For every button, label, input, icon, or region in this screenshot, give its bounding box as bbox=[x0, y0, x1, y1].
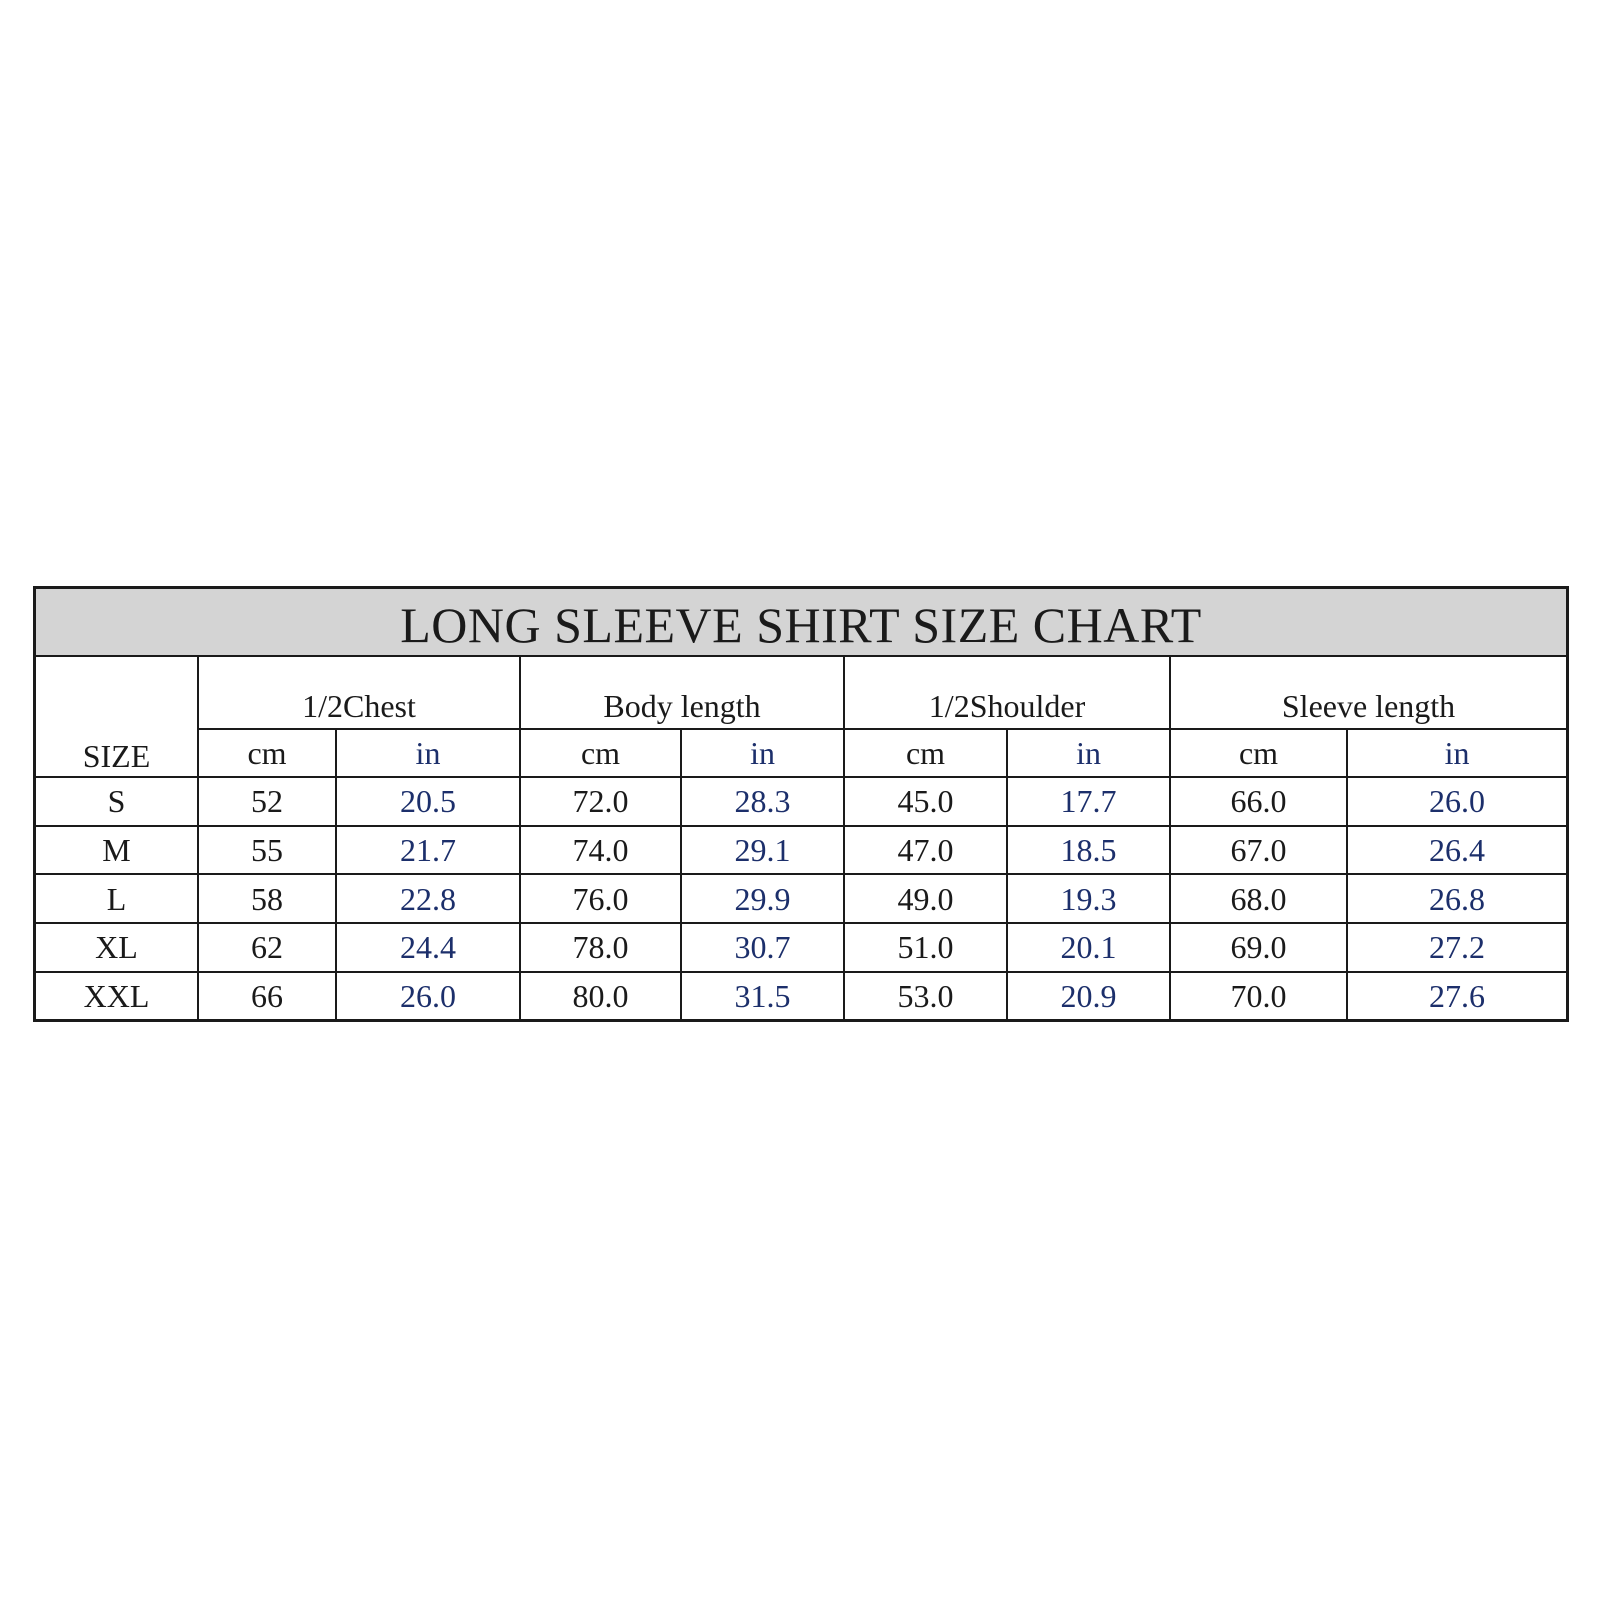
value-cell: 66.0 bbox=[1170, 777, 1347, 826]
table-row bbox=[36, 972, 1566, 1019]
value-cell: 58 bbox=[198, 874, 336, 923]
table-row bbox=[36, 923, 1566, 972]
value-cell: 26.4 bbox=[1347, 826, 1566, 875]
value-cell: 53.0 bbox=[844, 972, 1007, 1019]
title-bar bbox=[36, 589, 1566, 657]
value-cell: 76.0 bbox=[520, 874, 681, 923]
value-cell: 20.1 bbox=[1007, 923, 1170, 972]
value-cell: 49.0 bbox=[844, 874, 1007, 923]
unit-header-cm: cm bbox=[520, 729, 681, 777]
unit-header-cm: cm bbox=[1170, 729, 1347, 777]
table-row bbox=[36, 777, 1566, 826]
value-cell: 20.5 bbox=[336, 777, 520, 826]
size-column-header: SIZE bbox=[36, 657, 198, 777]
group-header-shoulder: 1/2Shoulder bbox=[844, 657, 1170, 729]
table-row bbox=[36, 874, 1566, 923]
size-cell: S bbox=[36, 777, 198, 826]
unit-header-cm: cm bbox=[844, 729, 1007, 777]
value-cell: 24.4 bbox=[336, 923, 520, 972]
value-cell: 31.5 bbox=[681, 972, 844, 1019]
value-cell: 17.7 bbox=[1007, 777, 1170, 826]
value-cell: 19.3 bbox=[1007, 874, 1170, 923]
unit-header-in: in bbox=[336, 729, 520, 777]
value-cell: 26.8 bbox=[1347, 874, 1566, 923]
value-cell: 28.3 bbox=[681, 777, 844, 826]
value-cell: 52 bbox=[198, 777, 336, 826]
unit-header-in: in bbox=[681, 729, 844, 777]
group-header-body-length: Body length bbox=[520, 657, 844, 729]
value-cell: 62 bbox=[198, 923, 336, 972]
size-cell: L bbox=[36, 874, 198, 923]
value-cell: 69.0 bbox=[1170, 923, 1347, 972]
value-cell: 80.0 bbox=[520, 972, 681, 1019]
value-cell: 70.0 bbox=[1170, 972, 1347, 1019]
value-cell: 27.2 bbox=[1347, 923, 1566, 972]
size-chart bbox=[33, 586, 1569, 1022]
unit-header-in: in bbox=[1007, 729, 1170, 777]
value-cell: 45.0 bbox=[844, 777, 1007, 826]
chart-title: LONG SLEEVE SHIRT SIZE CHART bbox=[400, 597, 1202, 653]
value-cell: 22.8 bbox=[336, 874, 520, 923]
size-cell: XXL bbox=[36, 972, 198, 1019]
value-cell: 30.7 bbox=[681, 923, 844, 972]
group-header-sleeve-length: Sleeve length bbox=[1170, 657, 1566, 729]
value-cell: 26.0 bbox=[336, 972, 520, 1019]
value-cell: 21.7 bbox=[336, 826, 520, 875]
value-cell: 67.0 bbox=[1170, 826, 1347, 875]
value-cell: 26.0 bbox=[1347, 777, 1566, 826]
unit-header-row bbox=[36, 729, 1566, 777]
unit-header-in: in bbox=[1347, 729, 1566, 777]
value-cell: 66 bbox=[198, 972, 336, 1019]
value-cell: 27.6 bbox=[1347, 972, 1566, 1019]
value-cell: 20.9 bbox=[1007, 972, 1170, 1019]
value-cell: 18.5 bbox=[1007, 826, 1170, 875]
group-header-chest: 1/2Chest bbox=[198, 657, 520, 729]
value-cell: 78.0 bbox=[520, 923, 681, 972]
value-cell: 68.0 bbox=[1170, 874, 1347, 923]
group-header-row bbox=[36, 657, 1566, 729]
value-cell: 29.1 bbox=[681, 826, 844, 875]
value-cell: 72.0 bbox=[520, 777, 681, 826]
size-cell: XL bbox=[36, 923, 198, 972]
size-cell: M bbox=[36, 826, 198, 875]
value-cell: 29.9 bbox=[681, 874, 844, 923]
unit-header-cm: cm bbox=[198, 729, 336, 777]
table-row bbox=[36, 826, 1566, 875]
value-cell: 74.0 bbox=[520, 826, 681, 875]
value-cell: 47.0 bbox=[844, 826, 1007, 875]
size-table bbox=[36, 657, 1566, 1019]
value-cell: 55 bbox=[198, 826, 336, 875]
value-cell: 51.0 bbox=[844, 923, 1007, 972]
